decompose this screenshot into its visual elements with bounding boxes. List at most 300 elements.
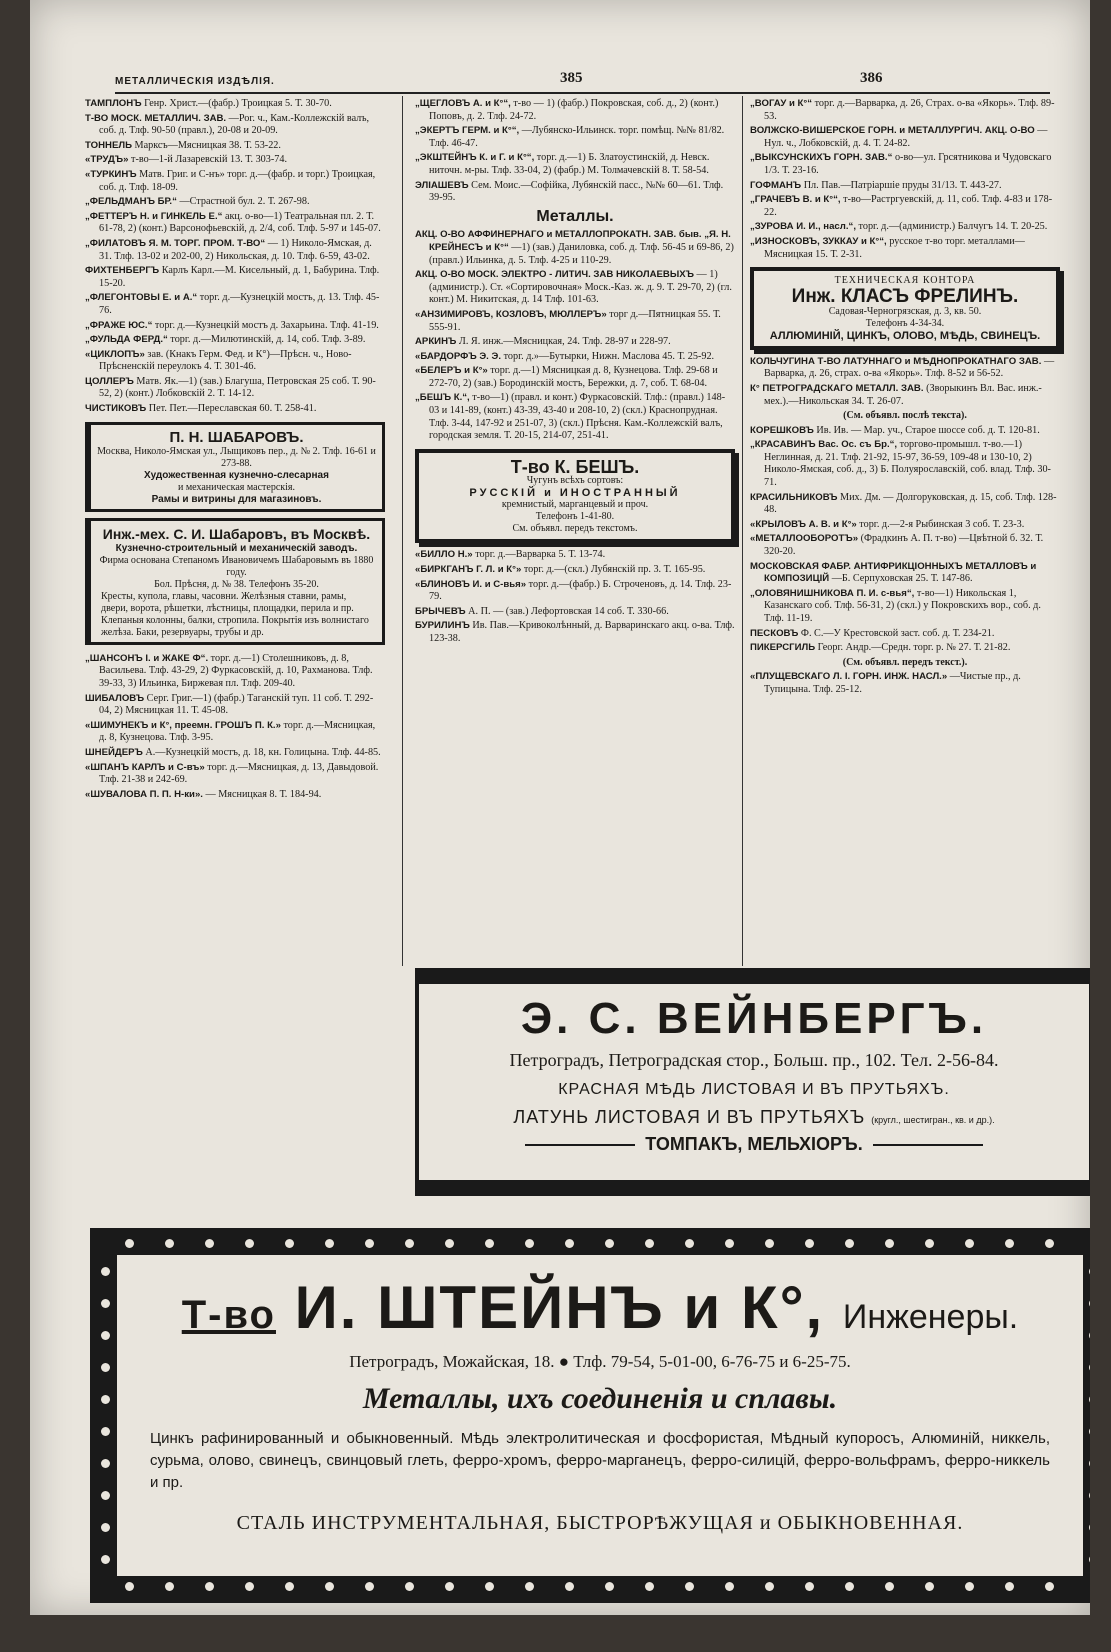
directory-entry [750,236,1060,261]
ad-steel: СТАЛЬ ИНСТРУМЕНТАЛЬНАЯ, БЫСТРОРѢЖУЩАЯ и ОБЫКНОВЕННАЯ. [236,1512,964,1534]
entry-details: Пет. Пет.—Переславская 60. Т. 258-41. [148,403,317,415]
entry-details: А.—Кузнецкій мостъ, д. 18, кн. Голицына. Тлф. 44-85. [145,747,381,758]
border-dot [565,1582,574,1591]
directory-entry [750,519,1060,532]
directory-entry [415,98,735,123]
directory-entry [85,196,385,209]
entry-details: русское т-во торг. металлами—Мясницкая 15. Т. 2-31. [764,235,1025,260]
border-dot [1045,1582,1054,1591]
ad-line: Фирма основана Степаномъ Ивановичемъ Шабаровымъ въ 1880 году. [99,554,374,578]
entry-name: ТАМПЛОНЪ [85,98,142,109]
entry-name: „ФУЛЬДА ФЕРД.“ [85,334,168,346]
ad-title: Инж.-мех. С. И. Шабаровъ, въ Москвѣ. [102,526,371,543]
directory-entry [750,383,1060,408]
directory-entry [750,356,1060,381]
entry-details: т-во — 1) (фабр.) Покровская, соб. д., 2) (конт.) Поповъ, д. 2. Тлф. 24-72. [429,98,719,122]
entry-details: торг д.—Пятницкая 55. Т. 555-91. [429,308,721,333]
entry-name: Т-ВО МОСК. МЕТАЛЛИЧ. ЗАВ. [85,112,227,124]
entry-name: АРКИНЪ [415,336,457,348]
entries-col3 [750,98,1060,261]
entry-name: „ШАНСОНЪ І. и ЖАКЕ Ф“. [85,652,209,664]
ad-line: Художественная кузнечно-слесарная [144,470,329,482]
entry-name: «АНЗИМИРОВЪ, КОЗЛОВЪ, МЮЛЛЕРЪ» [415,308,607,320]
entry-details: —Лубянско-Ильинск. торг. помѣщ. №№ 81/82. Тлф. 46-47. [429,125,725,149]
entry-name: „КРАСАВИНЪ Вас. Ос. съ Бр.“, [750,439,898,451]
border-dot [101,1363,110,1372]
entry-name: ТОННЕЛЬ [85,139,132,151]
border-dot [685,1582,694,1591]
entry-details: т-во—1) (правл. и конт.) Фуркасовскій. Тлф.: (правл.) 148-03 и 141-89, (конт.) 43-39, 43-40 и 208-10, 2) (скл.) Краснопрудная. Тлф. 3-44, 147-92 и 251-07, 3) (скл.) Прѣсня. Кам.-Коллежскій валъ, городская земля. Т. 20-15, 214-07, 251-41. [429,392,726,442]
ad-line: ТЕХНИЧЕСКАЯ КОНТОРА [834,275,976,287]
entry-name: ФИХТЕНБЕРГЪ [85,265,160,277]
entries-col1 [85,98,385,416]
entry-name: «БИЛЛО Н.» [415,549,473,561]
entry-details: зав. (Кнакъ Герм. Фед. и К°)—Прѣсн. ч., Ново-Прѣсненскій переулокъ 4. Т. 301-46. [99,348,352,373]
ad-title: Э. С. ВЕЙНБЕРГЪ. [520,994,988,1043]
ad-title-prefix: Т-во [181,1293,276,1337]
directory-entry [750,533,1060,558]
border-dot [101,1491,110,1500]
directory-entry [415,125,735,150]
entry-name: МОСКОВСКАЯ ФАБР. АНТИФРИКЦІОННЫХЪ МЕТАЛЛОВЪ и КОМПОЗИЦІЙ [750,560,1037,585]
directory-entry [750,439,1060,489]
entry-name: „БЕШЪ К.“, [415,392,470,404]
ad-title-name: И. ШТЕЙНЪ и К°, [294,1274,825,1341]
border-dot [485,1239,494,1248]
border-dot [365,1239,374,1248]
entry-details: торг. д.—2-я Рыбинская 3 соб. Т. 23-3. [859,518,1025,530]
directory-entry [415,606,735,619]
entry-name: «ШПАНЪ КАРЛЪ и С-въ» [85,761,205,773]
entry-name: „ГРАЧЕВЪ В. и К°“, [750,194,841,206]
border-dot [101,1299,110,1308]
directory-entry [750,628,1060,641]
border-dot [765,1239,774,1248]
border-dot [101,1523,110,1532]
entry-details: торг. д.—1) Столешниковъ, д. 8, Васильева. Тлф. 43-29, 2) Фуркасовскій, д. 10, Рахманова. Тлф. 39-33, 3) Ильинка, Биржевая пл. Тлф. 209-40. [99,652,373,690]
ad-title: Т-во К. БЕШЪ. [510,456,640,477]
entry-details: Карлъ Карл.—М. Кисельный, д. 1, Бабурина. Тлф. 15-20. [99,265,380,289]
entry-details: Сем. Моис.—Софійка, Лубянскій пасс., №№ 60—61. Тлф. 39-95. [429,179,724,204]
entry-details: — 1) (администр.). Ст. «Сортировочная» Моск.-Каз. ж. д. 9. Т. 29-70, 2) (гл. конт.) М. Никитская, д. 14 Тлф. 101-63. [429,269,732,306]
entry-details: —Чистые пр., д. Тупицына. Тлф. 25-12. [764,671,1021,695]
border-dot [165,1239,174,1248]
border-dot [965,1239,974,1248]
directory-entry [85,140,385,153]
entries-col1b [85,653,385,802]
directory-entry [85,376,385,401]
directory-entry [415,336,735,349]
directory-entry [85,98,385,111]
directory-entry [85,334,385,347]
ad-line: См. объявл. передъ текстомъ. [512,523,638,535]
entry-name: К° ПЕТРОГРАДСКАГО МЕТАЛЛ. ЗАВ. [750,382,924,394]
directory-entry [85,762,385,787]
ad-line: Кресты, купола, главы, часовни. Желѣзныя ставни, рамы, двери, ворота, рѣшетки, лѣстницы, площадки, перила и пр. Клепаныя колонны, балки, стропила. Покрытія изъ волнистаго желѣза. Баки, резервуары, трубы и др. [101,590,369,638]
border-dot [805,1239,814,1248]
ad-line: КРАСНАЯ МѢДЬ ЛИСТОВАЯ И ВЪ ПРУТЬЯХЪ. [558,1081,950,1098]
border-dot [101,1331,110,1340]
ad-metals: Металлы, ихъ соединенія и сплавы. [362,1382,838,1415]
entry-name: «ШУВАЛОВА П. П. Н-ки». [85,788,203,800]
entry-name: ЦОЛЛЕРЪ [85,375,134,387]
entry-details: (Фрадкинъ А. П. т-во) —Цвѣтной б. 32. Т. 320-20. [764,533,1044,558]
ad-besh [415,449,735,544]
entry-details: Ив. Ив. — Мар. уч., Старое шоссе соб. д. Т. 120-81. [816,424,1040,436]
directory-entry [415,351,735,364]
entry-name: «БЛИНОВЪ И. и С-вья» [415,578,527,590]
border-dot [1089,1459,1090,1468]
directory-entry [85,265,385,290]
entry-name: „ВЫКСУНСКИХЪ ГОРН. ЗАВ.“ [750,152,893,164]
border-dot [525,1239,534,1248]
directory-entry [415,620,735,645]
ad-title: Инж. КЛАСЪ ФРЕЛИНЪ. [791,286,1019,308]
entry-details: торг. д.—(скл.) Лубянскій пр. 3. Т. 165-95. [523,564,706,576]
ad-border-bar [419,1180,1089,1192]
entry-details: —Б. Серпуховская 25. Т. 147-86. [831,573,973,585]
entry-details: Л. Я. инж.—Мясницкая, 24. Тлф. 28-97 и 228-97. [458,336,671,348]
ad-frelin [750,267,1060,350]
border-dot [885,1582,894,1591]
border-dot [125,1239,134,1248]
ad-address: Петроградъ, Можайская, 18. ● Тлф. 79-54, 5-01-00, 6-76-75 и 6-25-75. [349,1352,851,1371]
entry-details: Матв. Як.—1) (зав.) Благуша, Петровская 25 соб. Т. 90-52, 2) (конт.) Лобковскій 2. Т. 14-12. [99,375,376,400]
entry-details: торг. д.—Варварка 5. Т. 13-74. [475,549,606,561]
border-dot [1089,1555,1090,1564]
entry-name: ЭЛІАШЕВЪ [415,179,469,191]
border-dot [101,1395,110,1404]
entry-details: — Мясницкая 8. Т. 184-94. [205,788,322,800]
border-dot [365,1582,374,1591]
entry-name: ПЕСКОВЪ [750,627,799,639]
entry-name: «БЕЛЕРЪ и К°» [415,365,488,377]
border-dot [1005,1239,1014,1248]
entry-details: (Зворыкинъ Вл. Вас. инж.-мех.).—Никольская 34. Т. 26-07. [764,382,1042,407]
entry-details: Мих. Дм. — Долгоруковская, д. 15, соб. Тлф. 128-48. [764,491,1057,516]
border-dot [285,1582,294,1591]
border-dot [405,1239,414,1248]
dotted-border-bottom [95,1576,1090,1598]
dotted-border-top [95,1233,1090,1255]
directory-entry [85,349,385,374]
entry-name: „ЩЕГЛОВЪ А. и К°“, [415,98,511,109]
directory-entry [750,98,1060,123]
border-dot [445,1239,454,1248]
entry-details: торг. д.—1) Мясницкая д. 8, Кузнецова. Тлф. 29-68 и 272-70, 2) (зав.) Бородинскій мостъ, Бережки, д. 7, соб. Т. 68-04. [429,365,718,389]
directory-entry [85,211,385,236]
ad-line: Москва, Николо-Ямская ул., Лыщиковъ пер., д. № 2. Тлф. 16-61 и 273-88. [97,446,376,470]
border-dot [925,1582,934,1591]
entry-details: торгово-промышл. т-во.—1) Неглинная, д. 21. Тлф. 21-92, 15-97, 36-59, 109-48 и 130-10, 2) Николо-Ямская, соб. д., 3) Б. Полуярославскій, соб. влад. Тлф. 30-71. [764,439,1051,489]
entry-name: „ФИЛАТОВЪ Я. М. ТОРГ. ПРОМ. Т-ВО“ [85,237,266,249]
border-dot [765,1582,774,1591]
metals-heading: Металлы. [536,207,614,225]
directory-entry [750,561,1060,586]
border-dot [885,1239,894,1248]
directory-entry [750,588,1060,626]
ad-line: Рамы и витрины для магазиновъ. [151,494,322,506]
entry-name: АКЦ. О-ВО МОСК. ЭЛЕКТРО - ЛИТИЧ. ЗАВ НИКОЛАЕВЫХЪ [415,269,694,281]
ad-line: Телефонъ 1-41-80. [535,511,615,523]
column-1 [85,98,385,803]
ad-line: Телефонъ 4-34-34. [865,317,945,329]
border-dot [1089,1427,1090,1436]
border-dot [285,1239,294,1248]
directory-entry [85,653,385,691]
ad-line: и механическая мастерскія. [177,482,296,494]
border-dot [485,1582,494,1591]
directory-entry [750,425,1060,438]
directory-entry [415,309,735,334]
entry-details: А. П. — (зав.) Лефортовская 14 соб. Т. 330-66. [468,605,669,617]
border-dot [565,1239,574,1248]
entry-name: АКЦ. О-ВО АФФИНЕРНАГО и МЕТАЛЛОПРОКАТН. ЗАВ. быв. „Я. Н. КРЕЙНЕСЪ и К°“ [415,229,731,253]
directory-entry [85,292,385,317]
border-dot [1089,1395,1090,1404]
entry-name: „ВОГАУ и К°“ [750,98,813,109]
entry-name: «ТУРКИНЪ [85,168,137,180]
entry-details: торг. д.—(фабр.) Б. Строченовъ, д. 14. Тлф. 23-79. [429,578,732,603]
directory-entry [85,789,385,802]
entry-name: «КРЫЛОВЪ А. В. и К°» [750,518,857,530]
directory-entry [415,392,735,442]
dotted-border-right [1083,1233,1090,1598]
entry-details: Пл. Пав.—Патріаршіе пруды 31/13. Т. 443-27. [803,179,1002,191]
border-dot [605,1239,614,1248]
entry-details: Ив. Пав.—Кривоколѣнный, д. Варваринскаго акц. о-ва. Тлф. 123-38. [429,620,735,644]
column-2 [415,98,735,648]
entries-col2c [415,549,735,645]
ad-line: Чугунъ всѣхъ сортовъ: [526,475,624,487]
directory-entry [85,113,385,138]
directory-entry [750,125,1060,150]
directory-entry [85,320,385,333]
entry-name: «ЦИКЛОПЪ» [85,348,145,360]
border-dot [1089,1523,1090,1532]
directory-entry [750,194,1060,219]
entry-name: „ФЕЛЬДМАНЪ БР.“ [85,196,177,208]
entry-name: «БАРДОРФЪ Э. Э. [415,350,502,362]
entry-name: ВОЛЖСКО-ВИШЕРСКОЕ ГОРН. и МЕТАЛЛУРГИЧ. АКЦ. О-ВО [750,125,1035,137]
entry-name: „ОЛОВЯНИШНИКОВА П. И. с-вья“, [750,587,915,599]
entry-name: „ЭКШТЕЙНЪ К. и Г. и К°“, [415,152,535,164]
entry-name: „ФЕТТЕРЪ Н. и ГИНКЕЛЬ Е.“ [85,210,223,222]
directory-entry [85,693,385,718]
directory-note: (См. объявл. передъ текст.). [842,656,968,668]
entry-details: Матв. Григ. и С-нъ» торг. д.—(фабр. и торг.) Троицкая, соб. д. Тлф. 18-09. [99,168,376,193]
directory-entry [415,229,735,267]
border-dot [101,1427,110,1436]
directory-entry [750,671,1060,696]
directory-entry [85,403,385,416]
entry-details: торг. д.—Кузнецкій мостъ, д. 13. Тлф. 45-76. [99,292,380,316]
entry-name: „ФРАЖЕ ЮС.“ [85,319,153,331]
border-dot [645,1239,654,1248]
ad-title [95,1273,1090,1342]
directory-entry [415,152,735,177]
entry-details: торг. д.»—Бутырки, Нижн. Маслова 45. Т. 25-92. [503,350,715,362]
border-dot [1045,1239,1054,1248]
entry-name: ШНЕЙДЕРЪ [85,747,143,758]
entry-details: Генр. Христ.—(фабр.) Троицкая 5. Т. 30-70. [144,98,332,109]
entry-name: „ЭКЕРТЪ ГЕРМ. и К°“, [415,125,520,137]
border-dot [845,1239,854,1248]
border-dot [245,1239,254,1248]
entry-details: Ф. С.—У Крестовской заст. соб. д. Т. 234-21. [800,627,995,639]
border-dot [101,1267,110,1276]
entries-col2 [415,98,735,205]
entry-details: —Нул. ч., Лобковскій, д. 4. Т. 24-82. [764,125,1048,149]
ad-line [419,1107,1089,1128]
entry-name: БРЫЧЕВЪ [415,605,466,617]
entry-details: акц. о-во—1) Театральная пл. 2. Т. 61-78, 2) (конт.) Варсонофьевскій, д. 2/4, соб. Тлф. 5-97 и 145-07. [99,210,381,235]
directory-entry [750,152,1060,177]
directory-entry [750,180,1060,193]
entry-details: —Варварка, д. 26, страх. о-ва «Якорь». Тлф. 8-52 и 56-52. [764,355,1055,380]
border-dot [205,1239,214,1248]
entry-name: „ИЗНОСКОВЪ, ЗУККАУ и К°“, [750,235,887,247]
entry-details: о-во—ул. Грсятникова и Чудовскаго 1/3. Т. 23-16. [764,152,1052,176]
border-dot [1089,1267,1090,1276]
directory-entry [415,365,735,390]
column-3 [750,98,1060,699]
ad-line: АЛЛЮМИНІЙ, ЦИНКЪ, ОЛОВО, МѢДЬ, СВИНЕЦЪ. [769,329,1041,342]
entry-name: ПИКЕРСГИЛЬ [750,642,816,654]
border-dot [1005,1582,1014,1591]
ad-border-bar [419,972,1089,984]
directory-entry [415,579,735,604]
entry-details: —1) (зав.) Даниловка, соб. д. Тлф. 56-45 и 69-86, 2) (правл.) Ильинка, д. 5. Тлф. 4-25 и 110-29. [429,241,734,266]
border-dot [1089,1363,1090,1372]
directory-entry [85,238,385,263]
directory-entry [750,642,1060,655]
entry-details: т-во—1) Никольская 1, Казанскаго соб. Тлф. 56-31, 2) (скл.) у Покровскихъ вор., соб. д. Тлф. 11-19. [764,587,1041,624]
ad-description: Цинкъ рафинированный и обыкновенный. Мѣдь электролитическая и фосфористая, Мѣдный купоросъ, Алюминій, никкель, сурьма, олово, свинецъ, свинцовый глеть, ферро-хромъ, ферро-марганецъ, ферро-силицій, ферро-вольфрамъ, ферро-никкель и пр. [150,1430,1050,1491]
entry-details: торг. д.—Мясницкая, д. 13, Давыдовой. Тлф. 21-38 и 242-69. [99,761,379,786]
border-dot [645,1582,654,1591]
directory-entry [415,269,735,307]
border-dot [125,1582,134,1591]
ad-shabarov-pn [85,422,385,513]
entry-name: КОЛЬЧУГИНА Т-ВО ЛАТУННАГО и МѢДНОПРОКАТНАГО ЗАВ. [750,355,1042,367]
entry-name: «ТРУДЪ» [85,154,129,166]
ad-subtitle: Кузнечно-строительный и механическій заводъ. [115,542,358,554]
border-dot [845,1582,854,1591]
entry-details: —Страстной бул. 2. Т. 267-98. [179,196,310,208]
entry-details: торг. д.—Кузнецкій мостъ д. Захарьина. Тлф. 41-19. [154,319,379,331]
entry-details: Георг. Андр.—Средн. торг. р. № 27. Т. 21-82. [817,642,1011,654]
directory-entry [85,720,385,745]
border-dot [685,1239,694,1248]
page-number-left: 385 [560,70,583,86]
ad-shabarov-si [85,518,385,645]
entry-name: БУРИЛИНЪ [415,620,470,632]
entry-name: КРАСИЛЬНИКОВЪ [750,491,838,503]
entry-details: торг. д.—(администр.) Балчугъ 14. Т. 20-25. [858,221,1048,233]
ad-stein [90,1228,1090,1603]
border-dot [725,1582,734,1591]
border-dot [965,1582,974,1591]
section-title: МЕТАЛЛИЧЕСКІЯ ИЗДѢЛІЯ. [115,76,275,87]
column-divider [402,96,403,966]
border-dot [445,1582,454,1591]
entry-details: —Рог. ч., Кам.-Коллежскій валъ, соб. д. Тлф. 90-50 (правл.), 20-08 и 20-09. [99,112,370,137]
border-dot [325,1239,334,1248]
entry-name: «БИРКГАНЪ Г. Л. и К°» [415,564,522,576]
entry-name: КОРЕШКОВЪ [750,424,814,436]
border-dot [245,1582,254,1591]
directory-entry [85,747,385,760]
border-dot [605,1582,614,1591]
entry-name: ГОФМАНЪ [750,179,802,191]
border-dot [101,1459,110,1468]
entry-details: Серг. Григ.—1) (фабр.) Таганскій туп. 11 соб. Т. 292-04, 2) Мясницкая 11. Т. 45-08. [99,692,374,717]
entry-name: ЧИСТИКОВЪ [85,403,147,415]
directory-entry [750,492,1060,517]
entry-name: „ФЛЕГОНТОВЫ Е. и А.“ [85,292,198,304]
directory-note: (См. объявл. послѣ текста). [843,410,967,422]
ad-title: П. Н. ШАБАРОВЪ. [169,428,304,446]
directory-entry [415,549,735,562]
border-dot [205,1582,214,1591]
entry-details: Марксъ—Мясницкая 38. Т. 53-22. [134,139,281,151]
ad-line-small: (кругл., шестигран., кв. и др.). [871,1115,995,1125]
directory-entry [85,154,385,167]
dotted-border-left [95,1233,117,1598]
entry-details: т-во—Растргуевскій, д. 11, соб. Тлф. 4-83 и 178-22. [764,194,1053,218]
border-dot [525,1582,534,1591]
entry-details: торг. д.—Милютинскій, д. 14, соб. Тлф. 3-89. [170,334,366,346]
border-dot [101,1555,110,1564]
entry-name: „ЗУРОВА И. И., насл.“, [750,221,856,233]
ad-weinberg [415,968,1090,1196]
directory-entry [415,180,735,205]
entry-name: «МЕТАЛЛООБОРОТЪ» [750,533,859,545]
directory-entry [415,564,735,577]
border-dot [1089,1331,1090,1340]
border-dot [325,1582,334,1591]
entry-details: торг. д.—1) Б. Златоустинскій, д. Невск. ниточн. м-ры. Тлф. 33-04, 2) (фабр.) М. Толмачевскій 8. Т. 58-54. [429,152,710,176]
column-divider [742,96,743,966]
border-dot [805,1582,814,1591]
border-dot [1089,1491,1090,1500]
border-dot [725,1239,734,1248]
directory-entry [750,221,1060,234]
page-number-right: 386 [860,70,883,86]
ad-line: ТОМПАКЪ, МЕЛЬХІОРЪ. [419,1134,1089,1155]
ad-line: Садовая-Черногрязская, д. 3, кв. 50. [828,305,982,317]
entries-col2b [415,229,735,443]
ad-line-text: ЛАТУНЬ ЛИСТОВАЯ И ВЪ ПРУТЬЯХЪ [513,1107,866,1127]
entry-details: торг. д.—Мясницкая, д. 8, Кузнецова. Тлф. 3-95. [99,719,376,744]
entry-details: торг. д.—Варварка, д. 26, Страх. о-ва «Якорь». Тлф. 89-53. [764,98,1055,122]
entry-details: т-во—1-й Лазаревскій 13. Т. 303-74. [131,154,287,166]
ad-line: кремнистый, марганцевый и проч. [501,499,649,511]
ad-address: Петроградъ, Петроградская стор., Больш. пр., 102. Тел. 2-56-84. [509,1050,999,1070]
border-dot [925,1239,934,1248]
border-dot [1089,1299,1090,1308]
ad-line: Бол. Прѣсня, д. № 38. Телефонъ 35-20. [154,578,319,590]
entry-name: ШИБАЛОВЪ [85,692,145,704]
running-header [115,70,1050,94]
entry-name: «ПЛУЩЕВСКАГО Л. І. ГОРН. ИНЖ. НАСЛ.» [750,671,948,683]
entry-details: — 1) Николо-Ямская, д. 31. Тлф. 13-02 и 202-00, 2) Никольская, д. 10. Тлф. 6-59, 43-02. [99,237,372,262]
entry-name: «ШИМУНЕКЪ и К°, преемн. ГРОШЪ П. К.» [85,719,281,731]
ad-line: РУССКІЙ и ИНОСТРАННЫЙ [469,487,681,500]
border-dot [165,1582,174,1591]
ad-title-engineers: Инженеры. [842,1298,1019,1336]
